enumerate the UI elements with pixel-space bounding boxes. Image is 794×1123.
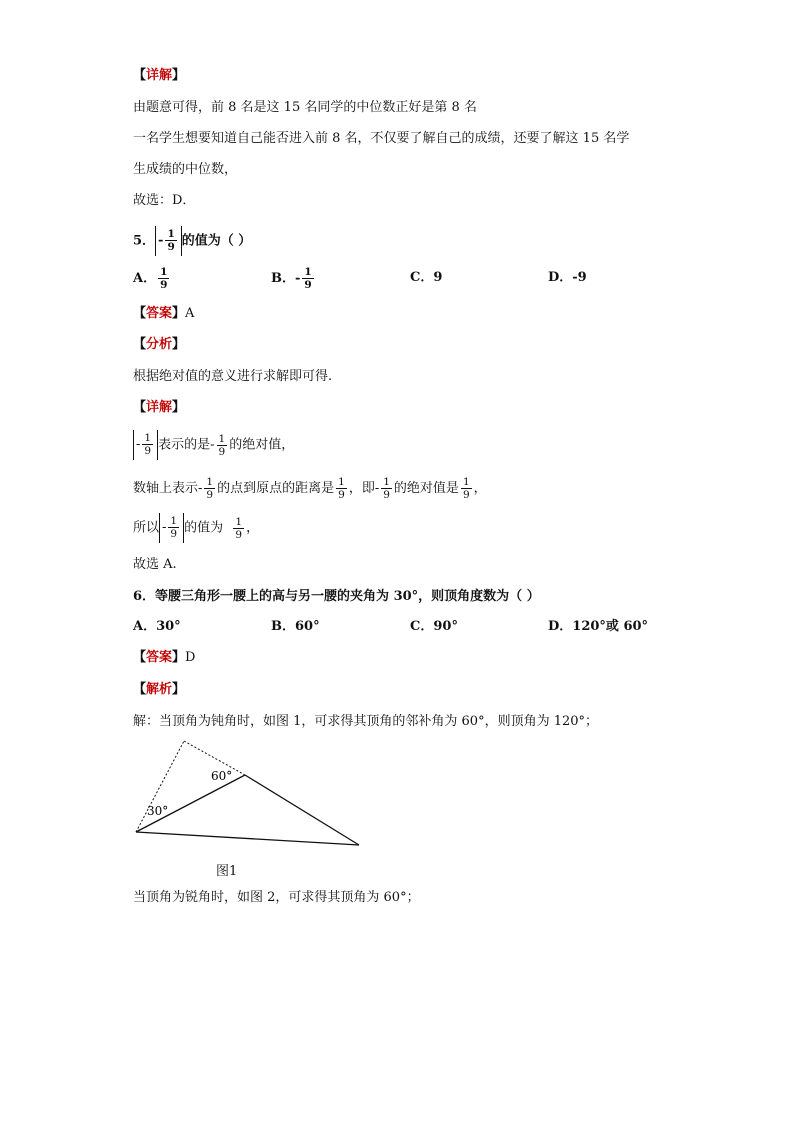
q5-stem: 5． - $\frac{1}{9}$ 的值为（ ） — [133, 226, 251, 257]
triangle-base — [136, 832, 359, 845]
altitude-dotted-line — [136, 741, 184, 832]
q5-analysis-text: 根据绝对值的意义进行求解即可得. — [133, 369, 333, 384]
q6-option-b: B．60° — [271, 619, 320, 634]
q6-stem: 6．等腰三角形一腰上的高与另一腰的夹角为 30°，则顶角度数为（ ） — [133, 589, 540, 604]
q5-option-b: B．- $\frac{1}{9}$ — [271, 266, 312, 291]
detail-line-1: 由题意可得，前 8 名是这 15 名同学的中位数正好是第 8 名 — [133, 100, 477, 115]
detail-heading: 【详解】 — [133, 68, 186, 83]
q5-conclusion: 故选 A. — [133, 557, 177, 572]
figure-1-caption: 图1 — [216, 864, 238, 879]
figure-1-triangle — [125, 738, 375, 858]
q5-option-a: A． $\frac{1}{9}$ — [133, 266, 168, 291]
q6-answer: 【答案】D — [133, 650, 196, 665]
q5-detail-line-3: 所以 - $\frac{1}{9}$ 的值为 $\frac{1}{9}$ ， — [133, 513, 259, 544]
q5-option-c: C．9 — [410, 270, 443, 285]
angle-30-label: 30° — [147, 804, 169, 818]
angle-60-label: 60° — [211, 769, 233, 783]
q5-answer: 【答案】A — [133, 306, 195, 321]
q6-option-c: C．90° — [410, 619, 458, 634]
q6-option-a: A．30° — [133, 619, 181, 634]
q5-option-d: D．-9 — [548, 270, 587, 285]
q6-solution-line-2: 当顶角为锐角时，如图 2，可求得其顶角为 60°； — [133, 890, 420, 905]
detail-line-2: 一名学生想要知道自己能否进入前 8 名，不仅要了解自己的成绩，还要了解这 15 名学 — [133, 131, 630, 146]
q5-abs-expression: - $\frac{1}{9}$ — [155, 226, 182, 256]
q5-detail-line-1: - $\frac{1}{9}$ 表示的是- $\frac{1}{9}$ 的绝对值， — [133, 430, 294, 461]
detail-line-3: 生成绩的中位数， — [133, 162, 238, 177]
q5-analysis-heading: 【分析】 — [133, 337, 186, 352]
detail-conclusion: 故选：D． — [133, 193, 196, 208]
q5-detail-line-2: 数轴上表示- $\frac{1}{9}$ 的点到原点的距离是 $\frac{1}{9}$ ，即- $\frac{1}{9}$ 的绝对值是 $\frac{1}{9}$ ， — [133, 476, 487, 501]
q6-analysis-heading: 【解析】 — [133, 682, 186, 697]
q6-solution-line-1: 解：当顶角为钝角时，如图 1，可求得其顶角的邻补角为 60°，则顶角为 120°； — [133, 714, 599, 729]
q5-detail-heading: 【详解】 — [133, 400, 186, 415]
triangle-side — [245, 775, 359, 845]
q6-option-d: D．120°或 60° — [548, 619, 649, 634]
